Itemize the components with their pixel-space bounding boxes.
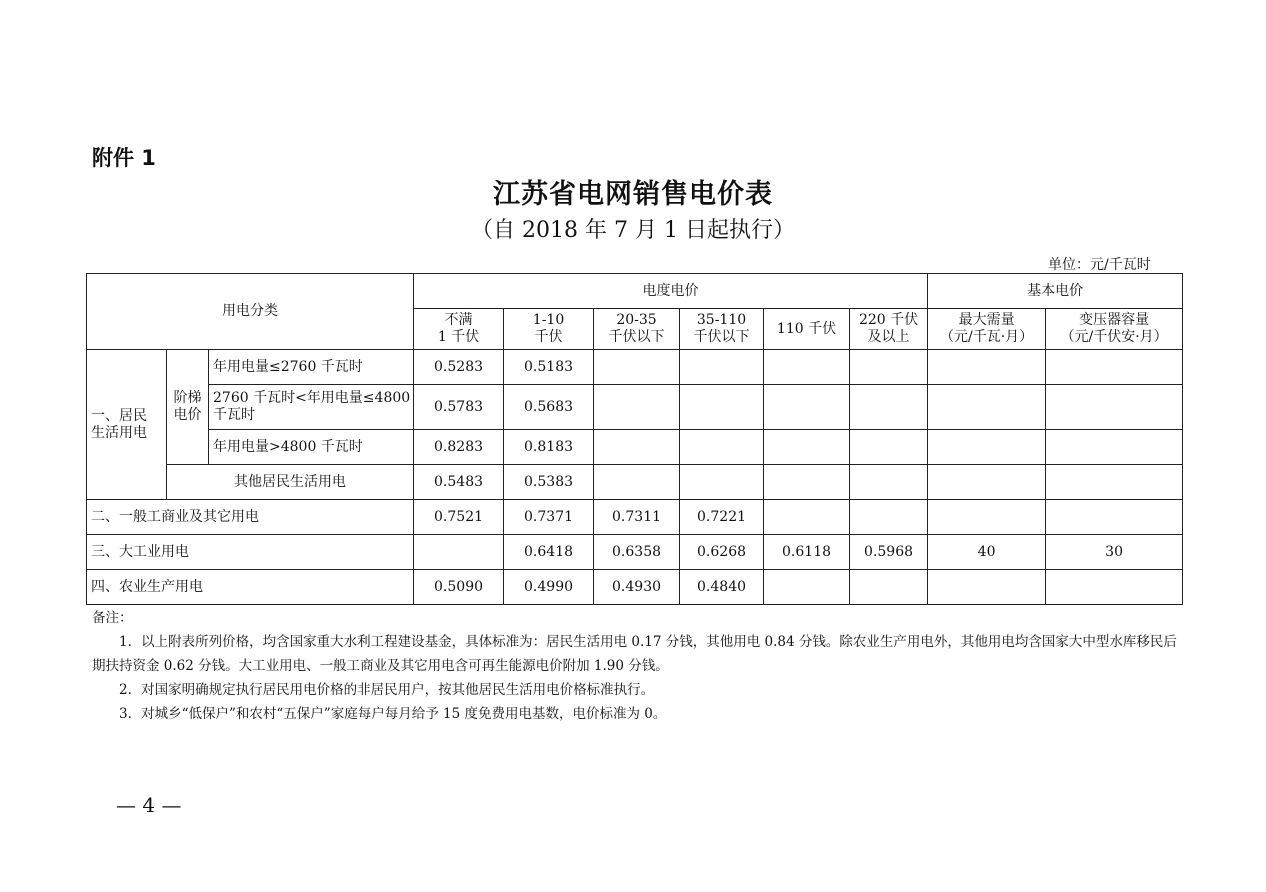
- cell: [764, 350, 850, 385]
- cell: [764, 570, 850, 605]
- cell: 0.7221: [680, 500, 764, 535]
- cell: [594, 350, 680, 385]
- cell: [850, 350, 928, 385]
- cell: [594, 465, 680, 500]
- cell: [928, 570, 1046, 605]
- col-header-under-1kv: 不满 1 千伏: [414, 309, 504, 350]
- cell: [928, 350, 1046, 385]
- energy-price-header: 电度电价: [414, 274, 928, 309]
- cell: [1046, 385, 1183, 430]
- basic-price-header: 基本电价: [928, 274, 1183, 309]
- tiered-label: 阶梯 电价: [167, 350, 209, 465]
- cell: [850, 500, 928, 535]
- col-header-max-demand: 最大需量 （元/千瓦·月）: [928, 309, 1046, 350]
- cell: 0.6118: [764, 535, 850, 570]
- cell: 0.5483: [414, 465, 504, 500]
- cell: [764, 430, 850, 465]
- cell: [1046, 430, 1183, 465]
- cell: [1046, 465, 1183, 500]
- cell: [850, 385, 928, 430]
- cell: [594, 430, 680, 465]
- col-header-20-35kv: 20-35 千伏以下: [594, 309, 680, 350]
- row-label: 年用电量≤2760 千瓦时: [209, 350, 414, 385]
- cell: 0.8283: [414, 430, 504, 465]
- cell: 0.6418: [504, 535, 594, 570]
- row-label: 二、一般工商业及其它用电: [87, 500, 414, 535]
- table-row: [87, 385, 1183, 430]
- cell: 0.7521: [414, 500, 504, 535]
- cell: 0.4990: [504, 570, 594, 605]
- notes-section: [92, 606, 1182, 726]
- cell: [850, 430, 928, 465]
- table-row: [87, 535, 1183, 570]
- header-row-1: [87, 274, 1183, 309]
- cell: [928, 465, 1046, 500]
- table-row: [87, 570, 1183, 605]
- cell: [414, 535, 504, 570]
- note-item: 1．以上附表所列价格，均含国家重大水利工程建设基金，具体标准为：居民生活用电 0.17 分钱，其他用电 0.84 分钱。除农业生产用电外，其他用电均含国家大中型水库移民后期扶持资金 0.62 分钱。大工业用电、一般工商业及其它用电含可再生能源电价附加 1.90 分钱。: [92, 634, 1177, 674]
- cell: 0.5968: [850, 535, 928, 570]
- cell: 0.4930: [594, 570, 680, 605]
- document-subtitle: （自 2018 年 7 月 1 日起执行）: [471, 218, 795, 243]
- page-number: — 4 —: [116, 793, 182, 817]
- cell: [1046, 350, 1183, 385]
- cell: [1046, 570, 1183, 605]
- cell: 0.5283: [414, 350, 504, 385]
- col-header-110kv: 110 千伏: [764, 309, 850, 350]
- cell: 30: [1046, 535, 1183, 570]
- cell: [1046, 500, 1183, 535]
- row-label: 四、农业生产用电: [87, 570, 414, 605]
- cell: 0.5783: [414, 385, 504, 430]
- row-label: 年用电量>4800 千瓦时: [209, 430, 414, 465]
- cell: 0.5683: [504, 385, 594, 430]
- note-item: 2．对国家明确规定执行居民用电价格的非居民用户，按其他居民生活用电价格标准执行。: [119, 682, 655, 698]
- cell: [928, 500, 1046, 535]
- cell: 0.5090: [414, 570, 504, 605]
- table-row: [87, 465, 1183, 500]
- cell: 0.6268: [680, 535, 764, 570]
- table-row: [87, 350, 1183, 385]
- cell: [680, 385, 764, 430]
- notes-label: 备注：: [92, 610, 133, 626]
- table-row: [87, 500, 1183, 535]
- price-table: [86, 273, 1183, 605]
- row-label: 2760 千瓦时<年用电量≤4800 千瓦时: [209, 385, 414, 430]
- note-item: 3．对城乡“低保户”和农村“五保户”家庭每户每月给予 15 度免费用电基数，电价标准为 0。: [119, 706, 667, 722]
- cell: [594, 385, 680, 430]
- cell: 0.4840: [680, 570, 764, 605]
- col-header-1-10kv: 1-10 千伏: [504, 309, 594, 350]
- cell: 40: [928, 535, 1046, 570]
- cell: 0.5183: [504, 350, 594, 385]
- attachment-label: 附件 1: [92, 146, 156, 170]
- cell: 0.6358: [594, 535, 680, 570]
- document-title: 江苏省电网销售电价表: [493, 179, 773, 210]
- cell: 0.8183: [504, 430, 594, 465]
- row-label: 三、大工业用电: [87, 535, 414, 570]
- col-header-35-110kv: 35-110 千伏以下: [680, 309, 764, 350]
- cell: [680, 430, 764, 465]
- cell: [680, 350, 764, 385]
- cell: [764, 385, 850, 430]
- cell: [850, 465, 928, 500]
- cell: [680, 465, 764, 500]
- cell: [928, 430, 1046, 465]
- cell: [850, 570, 928, 605]
- unit-label: 单位：元/千瓦时: [1048, 257, 1151, 273]
- col-header-transformer: 变压器容量 （元/千伏安·月）: [1046, 309, 1183, 350]
- table-row: [87, 430, 1183, 465]
- cell: [928, 385, 1046, 430]
- cell: [764, 465, 850, 500]
- residential-label: 一、居民 生活用电: [87, 350, 167, 500]
- category-header: 用电分类: [87, 274, 414, 350]
- cell: 0.7371: [504, 500, 594, 535]
- cell: [764, 500, 850, 535]
- cell: 0.7311: [594, 500, 680, 535]
- cell: 0.5383: [504, 465, 594, 500]
- col-header-220kv: 220 千伏 及以上: [850, 309, 928, 350]
- row-label: 其他居民生活用电: [167, 465, 414, 500]
